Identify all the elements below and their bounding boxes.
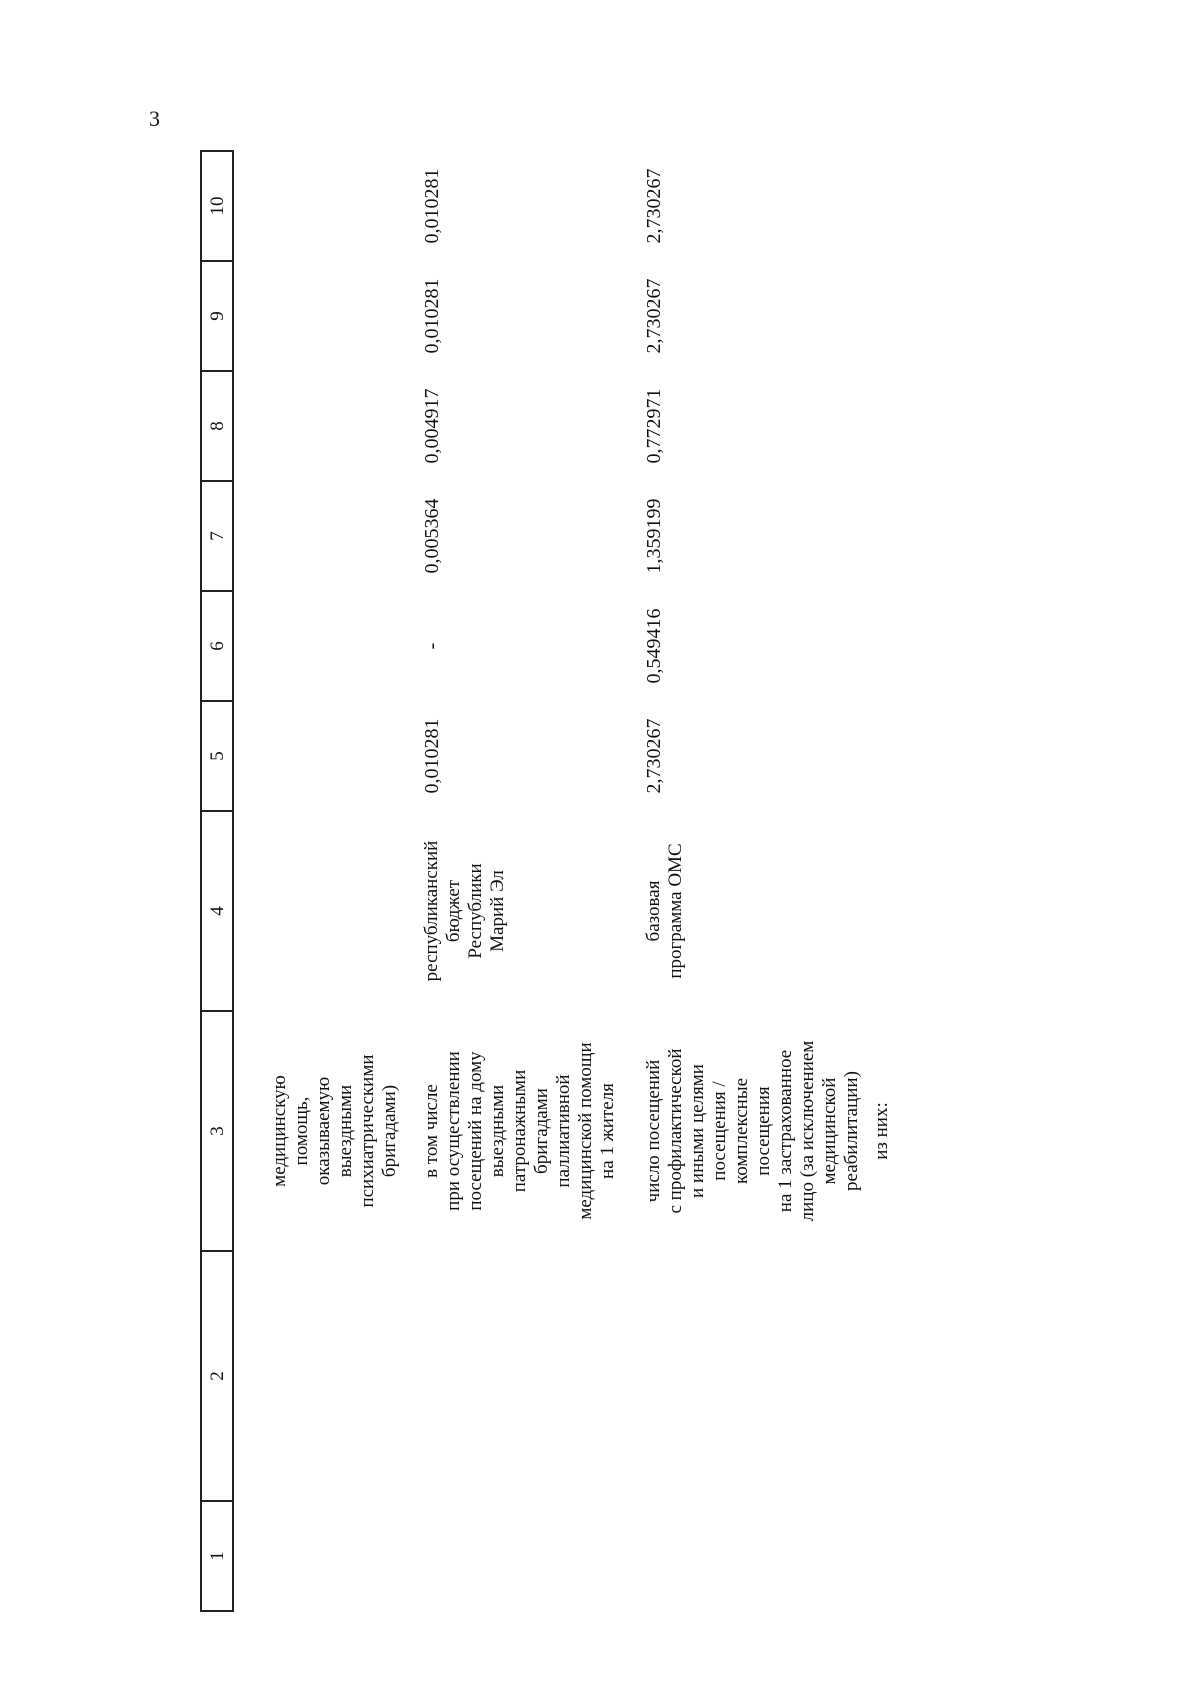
value-cell-col-6 <box>863 591 893 701</box>
header-col-6: 6 <box>201 591 233 701</box>
funding-source-cell <box>863 811 893 1011</box>
value-cell-col-5 <box>233 701 401 811</box>
table-row <box>233 151 401 1611</box>
cell-col-2 <box>863 1251 893 1501</box>
value-cell-col-7 <box>863 481 893 591</box>
cell-col-2 <box>401 1251 619 1501</box>
data-table <box>200 150 893 1612</box>
cell-col-1 <box>863 1501 893 1611</box>
header-col-1: 1 <box>201 1501 233 1611</box>
value-cell-col-10 <box>233 151 401 261</box>
funding-source-cell: республиканский бюджет Республики Марий Эл <box>421 840 508 982</box>
value-cell-col-10: 2,730267 <box>643 168 665 244</box>
header-col-3: 3 <box>201 1011 233 1251</box>
cell-col-1 <box>619 1501 863 1611</box>
value-cell-col-5: 0,010281 <box>421 718 443 794</box>
value-cell-col-9: 2,730267 <box>643 278 665 354</box>
value-cell-col-9: 0,010281 <box>421 278 443 354</box>
value-cell-col-5: 2,730267 <box>643 718 665 794</box>
value-cell-col-8 <box>233 371 401 481</box>
value-cell-col-8 <box>863 371 893 481</box>
value-cell-col-6 <box>233 591 401 701</box>
table-row <box>619 151 863 1611</box>
table-row <box>401 151 619 1611</box>
value-cell-col-10: 0,010281 <box>421 168 443 244</box>
header-col-7: 7 <box>201 481 233 591</box>
funding-source-cell: базовая программа ОМС <box>643 843 686 979</box>
cell-col-1 <box>233 1501 401 1611</box>
value-cell-col-8: 0,772971 <box>643 388 665 464</box>
header-col-8: 8 <box>201 371 233 481</box>
page-number: 3 <box>149 106 160 131</box>
value-cell-col-9 <box>863 261 893 371</box>
value-cell-col-6: 0,549416 <box>643 608 665 684</box>
value-cell-col-7: 0,005364 <box>421 498 443 574</box>
value-cell-col-7: 1,359199 <box>643 498 665 574</box>
indicator-cell: в том числе при осуществлении посещений на дому выездными патронажными бригадами паллиативной медицинской помощи на 1 жителя <box>421 1042 618 1220</box>
rotated-table-page <box>200 168 950 1612</box>
header-col-4: 4 <box>201 811 233 1011</box>
header-col-2: 2 <box>201 1251 233 1501</box>
header-row <box>201 151 233 1611</box>
header-col-9: 9 <box>201 261 233 371</box>
value-cell-col-6: - <box>421 642 443 650</box>
value-cell-col-10 <box>863 151 893 261</box>
table-row <box>863 151 893 1611</box>
header-col-10: 10 <box>201 151 233 261</box>
indicator-cell: число посещений с профилактической и иными целями посещения / комплексные посещения на 1 застрахованное лицо (за исключением медицинской реабилитации) <box>643 1040 862 1222</box>
cell-col-1 <box>401 1501 619 1611</box>
value-cell-col-5 <box>863 701 893 811</box>
value-cell-col-9 <box>233 261 401 371</box>
value-cell-col-7 <box>233 481 401 591</box>
funding-source-cell <box>233 811 401 1011</box>
indicator-cell: медицинскую помощь, оказываемую выездными психиатрическими бригадами) <box>269 1054 400 1208</box>
value-cell-col-8: 0,004917 <box>421 388 443 464</box>
header-col-5: 5 <box>201 701 233 811</box>
cell-col-2 <box>233 1251 401 1501</box>
cell-col-2 <box>619 1251 863 1501</box>
indicator-cell: из них: <box>871 1102 892 1160</box>
